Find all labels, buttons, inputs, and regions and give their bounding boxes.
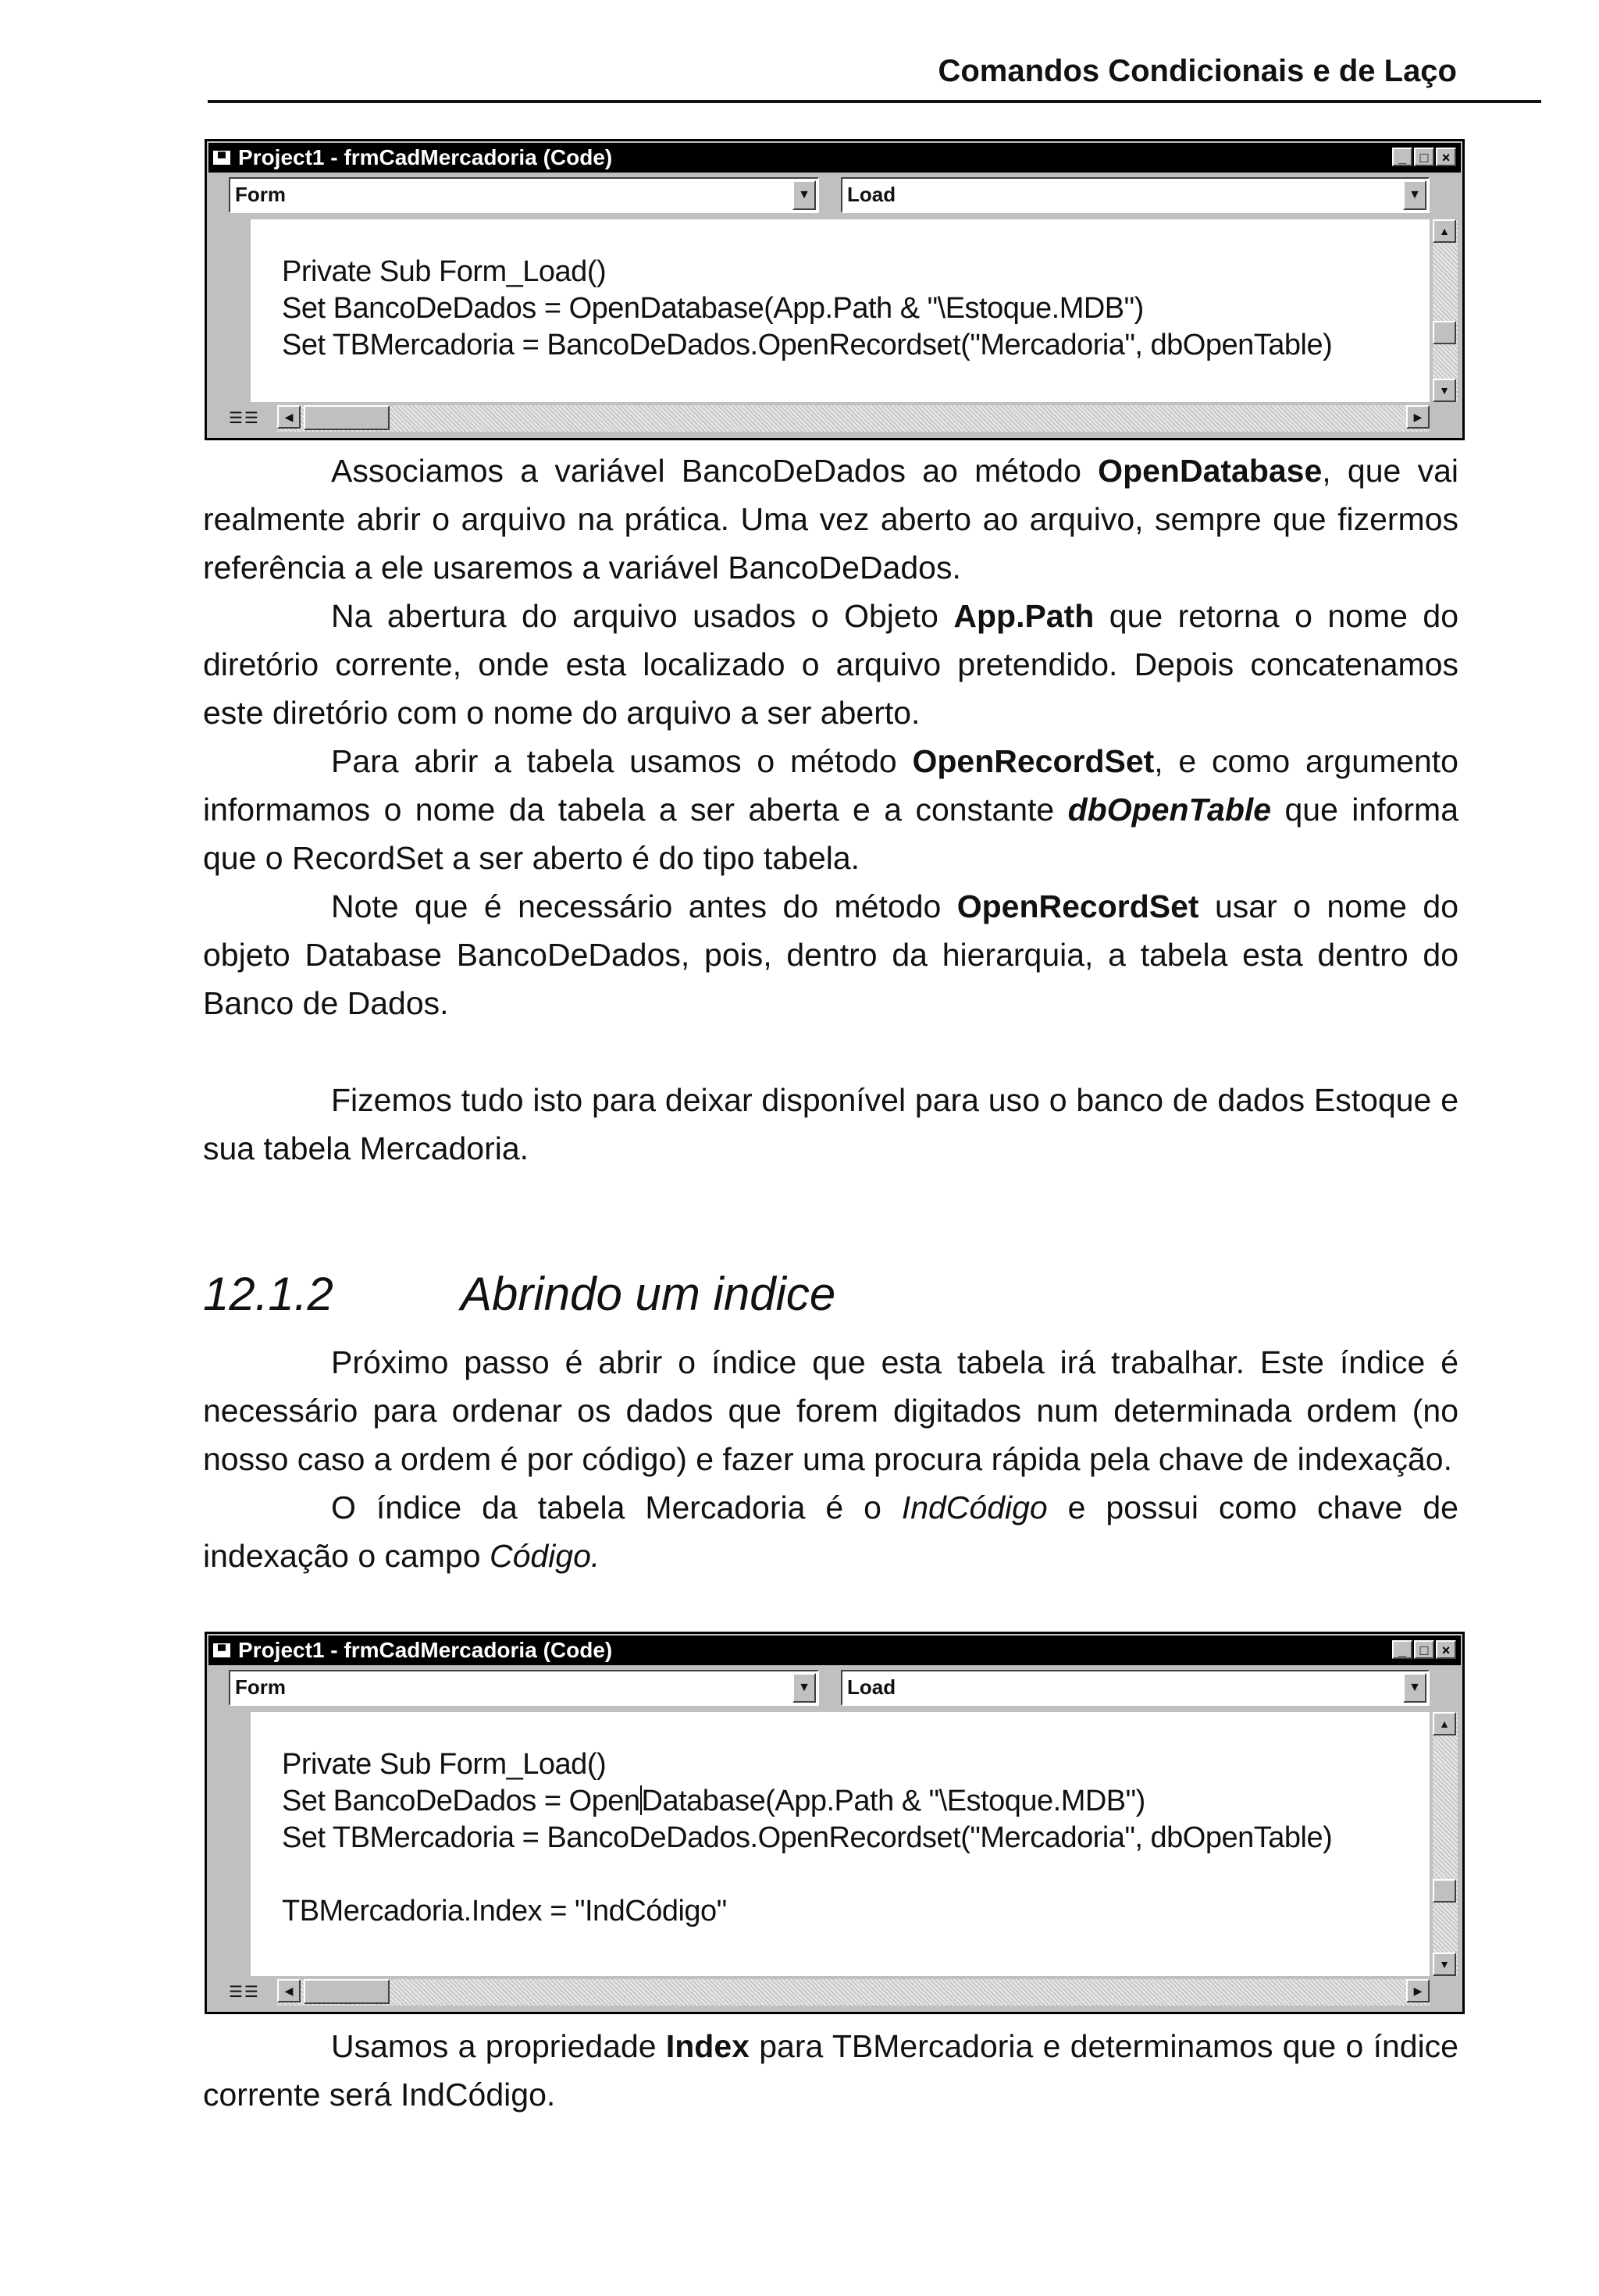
section-title: Abrindo um indice [461,1268,836,1320]
paragraph: Usamos a propriedade Index para TBMercadoria e determinamos que o índice corrente será IndCódigo. [203,2028,1458,2113]
view-toggle-icon[interactable]: ☰☰ [216,1979,272,2006]
paragraph: O índice da tabela Mercadoria é o IndCódigo e possui como chave de indexação o campo Código. [203,1490,1458,1574]
scroll-down-icon[interactable]: ▼ [1433,1952,1456,1976]
scroll-right-icon[interactable]: ▶ [1406,1979,1430,2002]
scroll-up-icon[interactable]: ▲ [1433,219,1456,243]
vertical-scrollbar[interactable] [1433,1712,1458,1976]
scroll-down-icon[interactable]: ▼ [1433,379,1456,402]
scroll-thumb[interactable] [1433,1879,1456,1903]
object-combo-value: Form [235,1675,286,1699]
close-icon[interactable]: × [1436,148,1456,166]
window-title-bar[interactable] [208,1636,1461,1665]
chevron-down-icon[interactable]: ▼ [1403,180,1426,210]
window-title: Project1 - frmCadMercadoria (Code) [238,1638,613,1662]
paragraph: Fizemos tudo isto para deixar disponível para uso o banco de dados Estoque e sua tabela Mercadoria. [203,1082,1458,1166]
section-number: 12.1.2 [203,1268,333,1320]
chevron-down-icon[interactable]: ▼ [792,180,816,210]
window-title: Project1 - frmCadMercadoria (Code) [238,145,613,169]
window-title-bar[interactable] [208,143,1461,173]
code-line: Private Sub Form_Load() [282,1748,607,1781]
section-heading [203,1263,1452,1326]
body-text-1 [203,447,1458,1173]
minimize-icon[interactable]: _ [1392,148,1412,166]
code-line: Private Sub Form_Load() [282,255,607,288]
paragraph: Para abrir a tabela usamos o método OpenRecordSet, e como argumento informamos o nome da tabela a ser aberta e a constante dbOpenTable que informa que o RecordSet a ser aberto é do tipo tabela. [203,743,1458,876]
code-window[interactable] [205,139,1465,440]
code-line: Set TBMercadoria = BancoDeDados.OpenRecordset("Mercadoria", dbOpenTable) [282,1821,1333,1854]
object-combo[interactable] [229,1670,819,1706]
maximize-icon[interactable]: □ [1414,1640,1434,1659]
window-menu-icon[interactable]: ▀ [213,151,230,165]
body-text-2 [203,1338,1458,1580]
code-line: TBMercadoria.Index = "IndCódigo" [282,1895,727,1928]
code-line: Set TBMercadoria = BancoDeDados.OpenRecordset("Mercadoria", dbOpenTable) [282,329,1333,361]
code-line: Set BancoDeDados = OpenDatabase(App.Path & "\Estoque.MDB") [282,1785,1145,1817]
code-editor[interactable] [216,219,1430,402]
object-combo-value: Form [235,183,286,206]
procedure-combo[interactable] [841,1670,1430,1706]
vertical-scrollbar[interactable] [1433,219,1458,402]
paragraph: Próximo passo é abrir o índice que esta tabela irá trabalhar. Este índice é necessário para ordenar os dados que forem digitados num determinada ordem (no nosso caso a ordem é por código) e fazer uma procura rápida pela chave de indexação. [203,1344,1458,1477]
procedure-combo[interactable] [841,177,1430,213]
body-text-3 [203,2022,1458,2119]
object-combo[interactable] [229,177,819,213]
code-window[interactable] [205,1632,1465,2014]
procedure-combo-value: Load [847,1675,896,1699]
paragraph: Na abertura do arquivo usados o Objeto App.Path que retorna o nome do diretório corrente, onde esta localizado o arquivo pretendido. Depois concatenamos este diretório com o nome do arquivo a ser aberto. [203,598,1458,731]
scroll-thumb[interactable] [304,1979,390,2004]
code-editor[interactable] [216,1712,1430,1976]
header-title: Comandos Condicionais e de Laço [938,54,1457,88]
scroll-up-icon[interactable]: ▲ [1433,1712,1456,1735]
procedure-combo-value: Load [847,183,896,206]
paragraph: Associamos a variável BancoDeDados ao método OpenDatabase, que vai realmente abrir o arquivo na prática. Uma vez aberto ao arquivo, sempre que fizermos referência a ele usaremos a variável BancoDeDados. [203,453,1458,586]
horizontal-scrollbar[interactable] [277,405,1430,432]
page-header [208,52,1541,103]
minimize-icon[interactable]: _ [1392,1640,1412,1659]
window-menu-icon[interactable]: ▀ [213,1643,230,1657]
horizontal-scrollbar[interactable] [277,1979,1430,2006]
code-line [282,1856,1332,1893]
chevron-down-icon[interactable]: ▼ [1403,1673,1426,1703]
scroll-left-icon[interactable]: ◀ [277,1979,301,2002]
scroll-thumb[interactable] [1433,321,1456,344]
scroll-thumb[interactable] [304,405,390,430]
view-toggle-icon[interactable]: ☰☰ [216,405,272,432]
close-icon[interactable]: × [1436,1640,1456,1659]
scroll-right-icon[interactable]: ▶ [1406,405,1430,429]
paragraph: Note que é necessário antes do método OpenRecordSet usar o nome do objeto Database BancoDeDados, pois, dentro da hierarquia, a tabela esta dentro do Banco de Dados. [203,888,1459,1021]
chevron-down-icon[interactable]: ▼ [792,1673,816,1703]
code-line: Set BancoDeDados = OpenDatabase(App.Path & "\Estoque.MDB") [282,292,1144,325]
scroll-left-icon[interactable]: ◀ [277,405,301,429]
maximize-icon[interactable]: □ [1414,148,1434,166]
